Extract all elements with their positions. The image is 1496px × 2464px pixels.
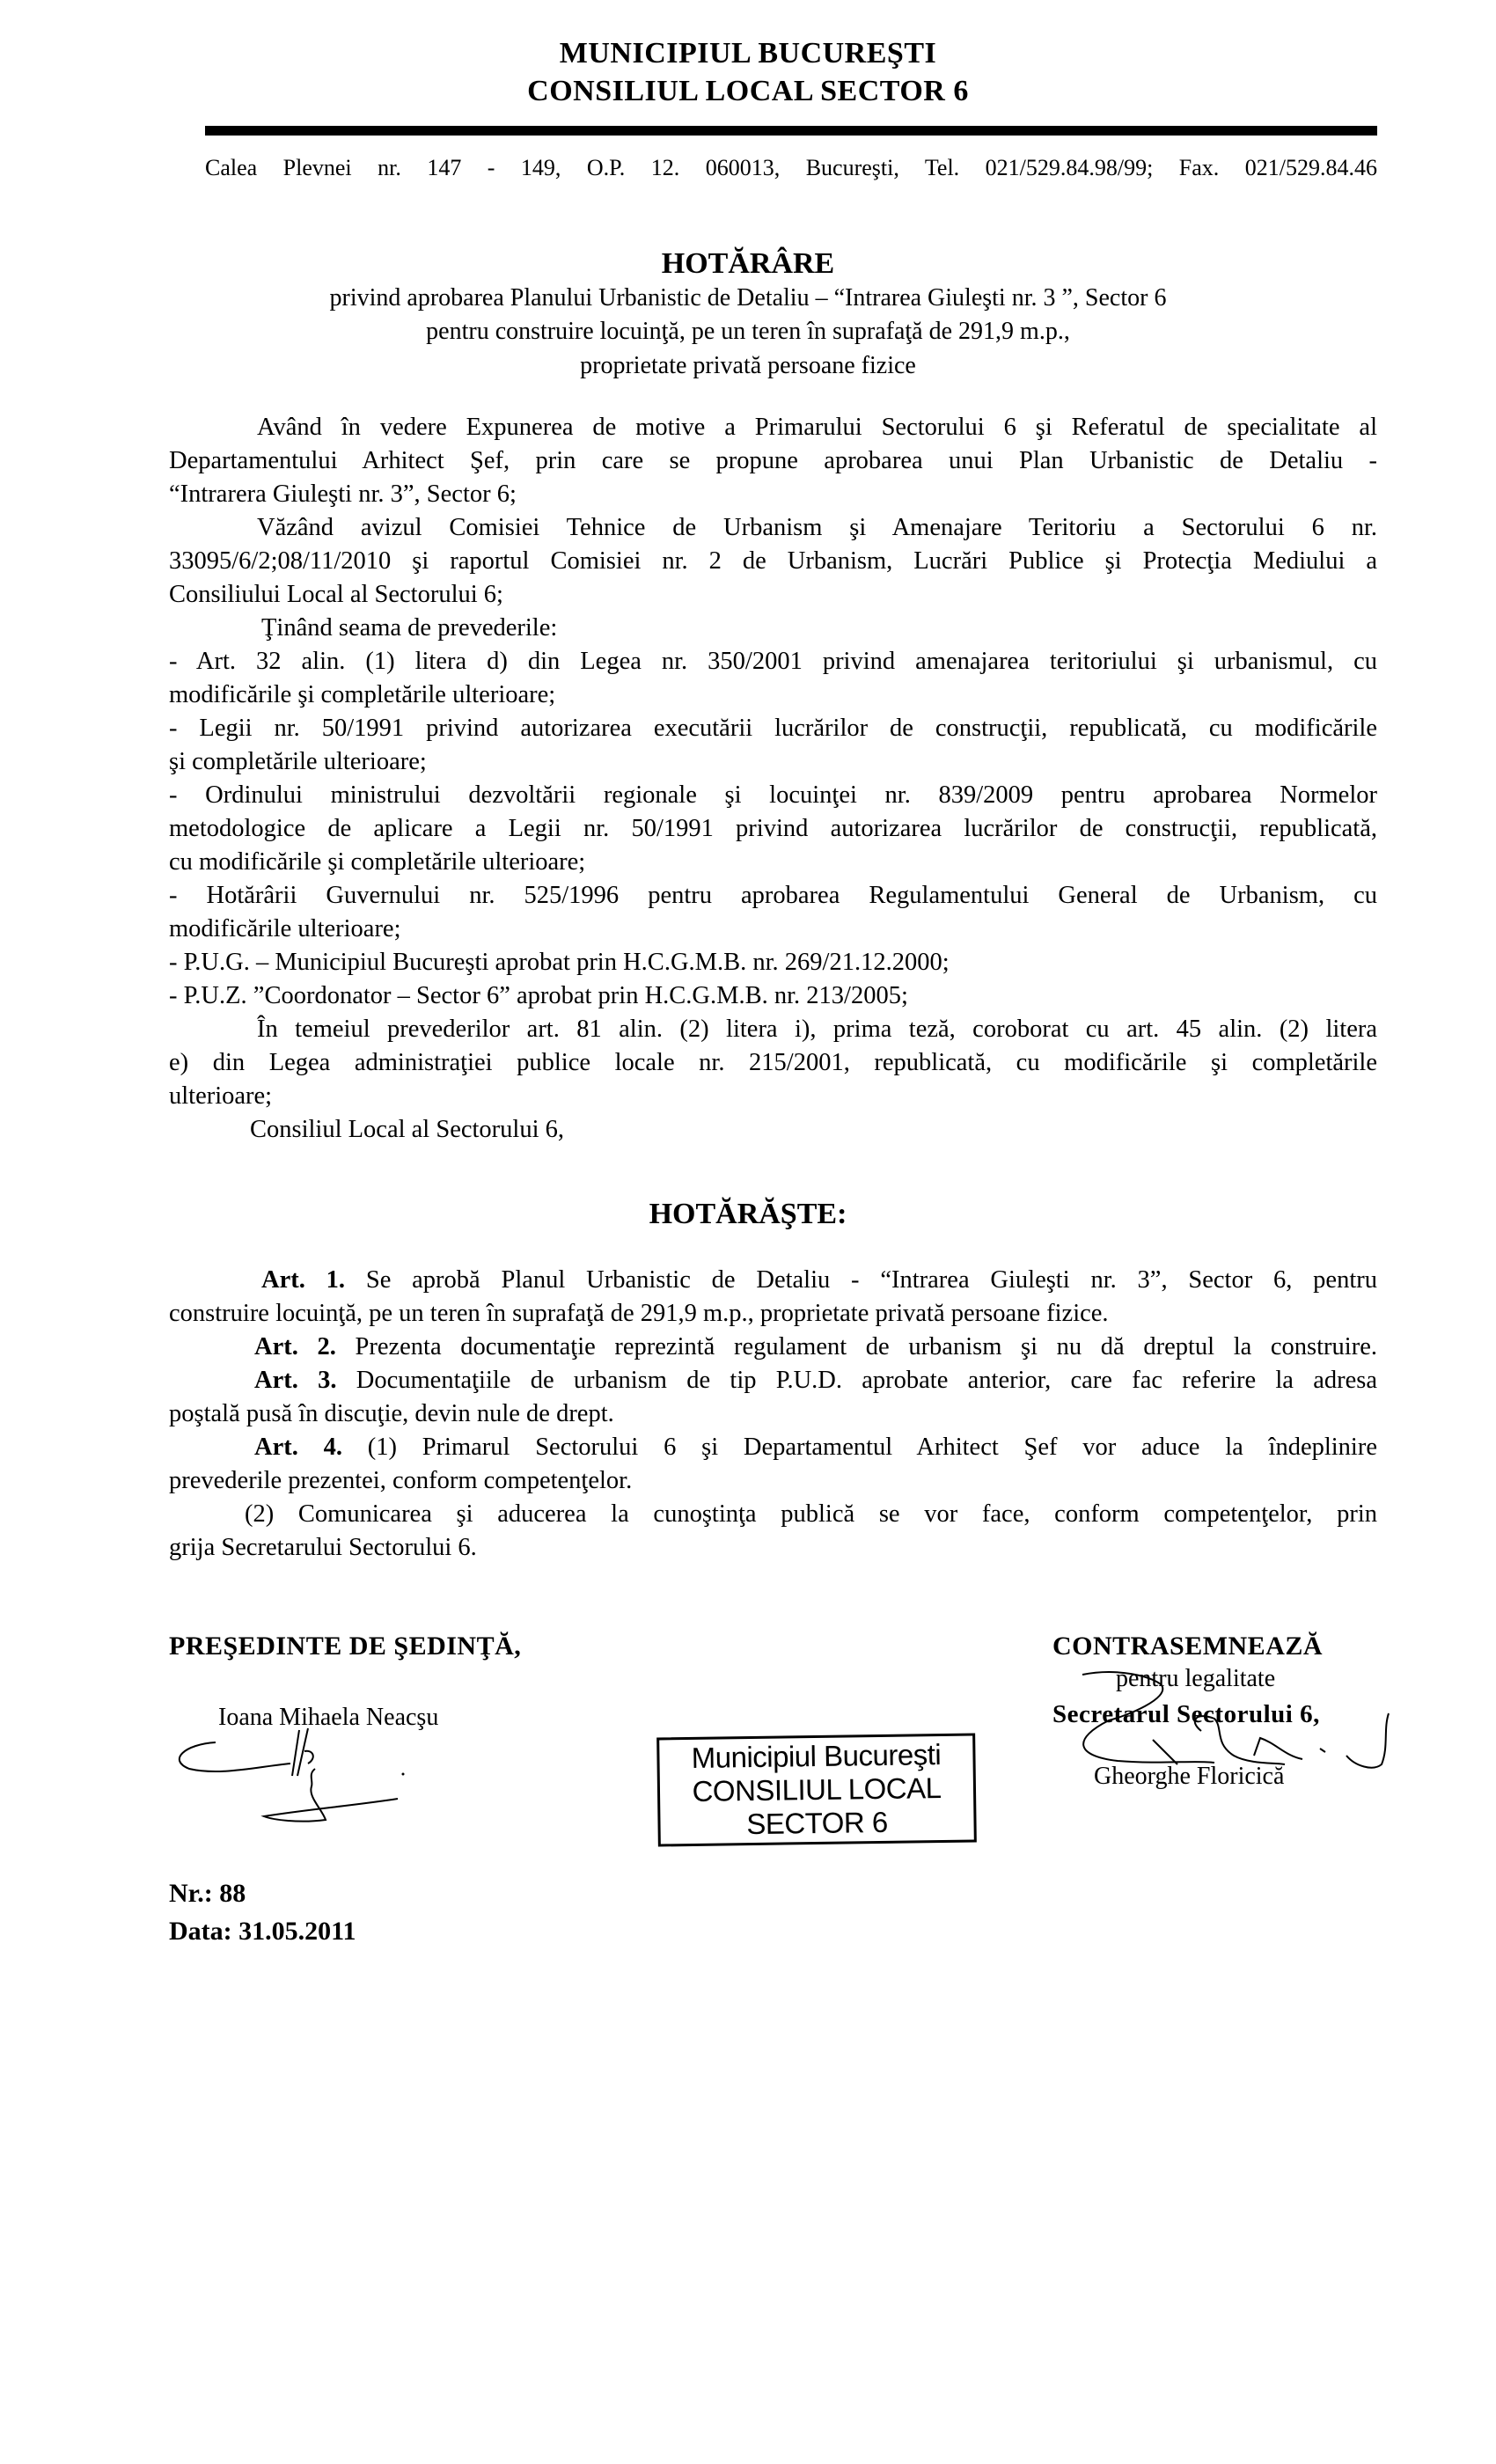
decision-heading: HOTĂRĂŞTE: [649,1198,847,1230]
article-label: Art. 2. [254,1333,336,1360]
document-subtitle-line: privind aprobarea Planului Urbanistic de Detaliu – “Intrarea Giuleşti nr. 3 ”, Sector 6 [329,284,1167,312]
secretary-signature-icon [1065,1668,1399,1782]
decision-date: Data: 31.05.2011 [169,1917,356,1946]
preamble-line: În temeiul prevederilor art. 81 alin. (2) litera i), prima teză, coroborat cu art. 45 alin. (2) litera [257,1016,1377,1043]
document-title: HOTĂRÂRE [661,247,835,280]
document-subtitle-line: proprietate privată persoane fizice [580,352,916,379]
document-subtitle-line: pentru construire locuinţă, pe un teren în suprafaţă de 291,9 m.p., [426,318,1070,345]
legal-basis-item: - Ordinului ministrului dezvoltării regionale şi locuinţei nr. 839/2009 pentru aprobarea Normelor [169,781,1377,809]
article-3 [169,1364,1377,1397]
header-council: CONSILIUL LOCAL SECTOR 6 [527,75,969,107]
preamble-line: Văzând avizul Comisiei Tehnice de Urbanism şi Amenajare Teritoriu a Sectorului 6 nr. [257,514,1377,541]
legal-basis-item: modificările şi completările ulterioare; [169,681,556,708]
header-divider [205,126,1377,136]
decision-number: Nr.: 88 [169,1879,246,1908]
stamp-line: SECTOR 6 [746,1805,888,1841]
stamp-line: Municipiul Bucureşti [691,1738,942,1774]
article-3-continuation: poştală pusă în discuţie, devin nule de drept. [169,1400,614,1427]
preamble-line: Ţinând seama de prevederile: [261,614,558,642]
president-signature-icon [167,1725,449,1830]
preamble-line: e) din Legea administraţiei publice locale nr. 215/2001, republicată, cu modificările şi completările [169,1049,1377,1076]
article-text: Documentaţiile de urbanism de tip P.U.D. aprobate anterior, care fac referire la adresa [336,1367,1377,1394]
article-text: Se aprobă Planul Urbanistic de Detaliu - “Intrarea Giuleşti nr. 3”, Sector 6, pentru [345,1266,1377,1294]
header-address: Calea Plevnei nr. 147 - 149, O.P. 12. 060013, Bucureşti, Tel. 021/529.84.98/99; Fax. 021/529.84.46 [205,155,1377,180]
legal-basis-item: - Art. 32 alin. (1) litera d) din Legea nr. 350/2001 privind amenajarea teritoriului şi urbanismul, cu [169,648,1377,675]
article-4-paragraph-2-continuation: grija Secretarului Sectorului 6. [169,1534,477,1561]
secretary-role: Secretarul Sectorului 6, [1052,1700,1320,1728]
article-1-continuation: construire locuinţă, pe un teren în suprafaţă de 291,9 m.p., proprietate privată persoane fizice. [169,1300,1109,1327]
article-2 [169,1331,1377,1364]
legal-basis-item: metodologice de aplicare a Legii nr. 50/1991 privind autorizarea lucrărilor de construcţii, republicată, [169,815,1377,842]
article-1 [169,1264,1377,1297]
header-institution: MUNICIPIUL BUCUREŞTI [559,37,937,70]
stamp-line: CONSILIUL LOCAL [692,1771,942,1808]
legal-basis-item: - Legii nr. 50/1991 privind autorizarea executării lucrărilor de construcţii, republicată, cu modificările [169,715,1377,742]
article-4-paragraph-2: (2) Comunicarea şi aducerea la cunoştinţa publică se vor face, conform competenţelor, prin [245,1500,1377,1528]
articles [169,1264,1377,1565]
preamble-line: 33095/6/2;08/11/2010 şi raportul Comisiei nr. 2 de Urbanism, Lucrări Publice şi Protecţia Mediului a [169,547,1377,575]
legal-basis-item: - P.U.G. – Municipiul Bucureşti aprobat prin H.C.G.M.B. nr. 269/21.12.2000; [169,949,950,976]
council-stamp [656,1733,977,1846]
article-4 [169,1431,1377,1464]
preamble-line: Departamentului Arhitect Şef, prin care se propune aprobarea unui Plan Urbanistic de Detaliu - [169,447,1377,474]
article-4-continuation: prevederile prezentei, conform competenţelor. [169,1467,633,1494]
preamble-line: Consiliul Local al Sectorului 6, [250,1116,564,1143]
president-name: Ioana Mihaela Neacşu [218,1704,439,1731]
preamble [169,411,1377,1147]
article-label: Art. 4. [254,1434,342,1461]
countersign-title: CONTRASEMNEAZĂ [1052,1632,1324,1661]
preamble-line: ulterioare; [169,1082,273,1110]
legal-basis-item: modificările ulterioare; [169,915,401,942]
legal-basis-item: - Hotărârii Guvernului nr. 525/1996 pentru aprobarea Regulamentului General de Urbanism, cu [169,882,1377,909]
article-text: (1) Primarul Sectorului 6 şi Departamentul Arhitect Şef vor aduce la îndeplinire [341,1434,1377,1461]
preamble-line: Consiliului Local al Sectorului 6; [169,581,503,608]
president-title: PREŞEDINTE DE ŞEDINŢĂ, [169,1632,522,1661]
preamble-line: Având în vedere Expunerea de motive a Primarului Sectorului 6 şi Referatul de specialitate al [257,414,1377,441]
legal-basis-item: cu modificările şi completările ulterioare; [169,848,586,876]
article-label: Art. 1. [261,1266,346,1294]
secretary-name: Gheorghe Floricică [1094,1763,1285,1790]
article-text: Prezenta documentaţie reprezintă regulament de urbanism şi nu dă dreptul la construire. [335,1333,1377,1360]
countersign-subtitle: pentru legalitate [1116,1665,1276,1692]
legal-basis-item: - P.U.Z. ”Coordonator – Sector 6” aprobat prin H.C.G.M.B. nr. 213/2005; [169,982,908,1009]
article-label: Art. 3. [254,1367,337,1394]
legal-basis-item: şi completările ulterioare; [169,748,427,775]
preamble-line: “Intrarera Giuleşti nr. 3”, Sector 6; [169,480,517,508]
